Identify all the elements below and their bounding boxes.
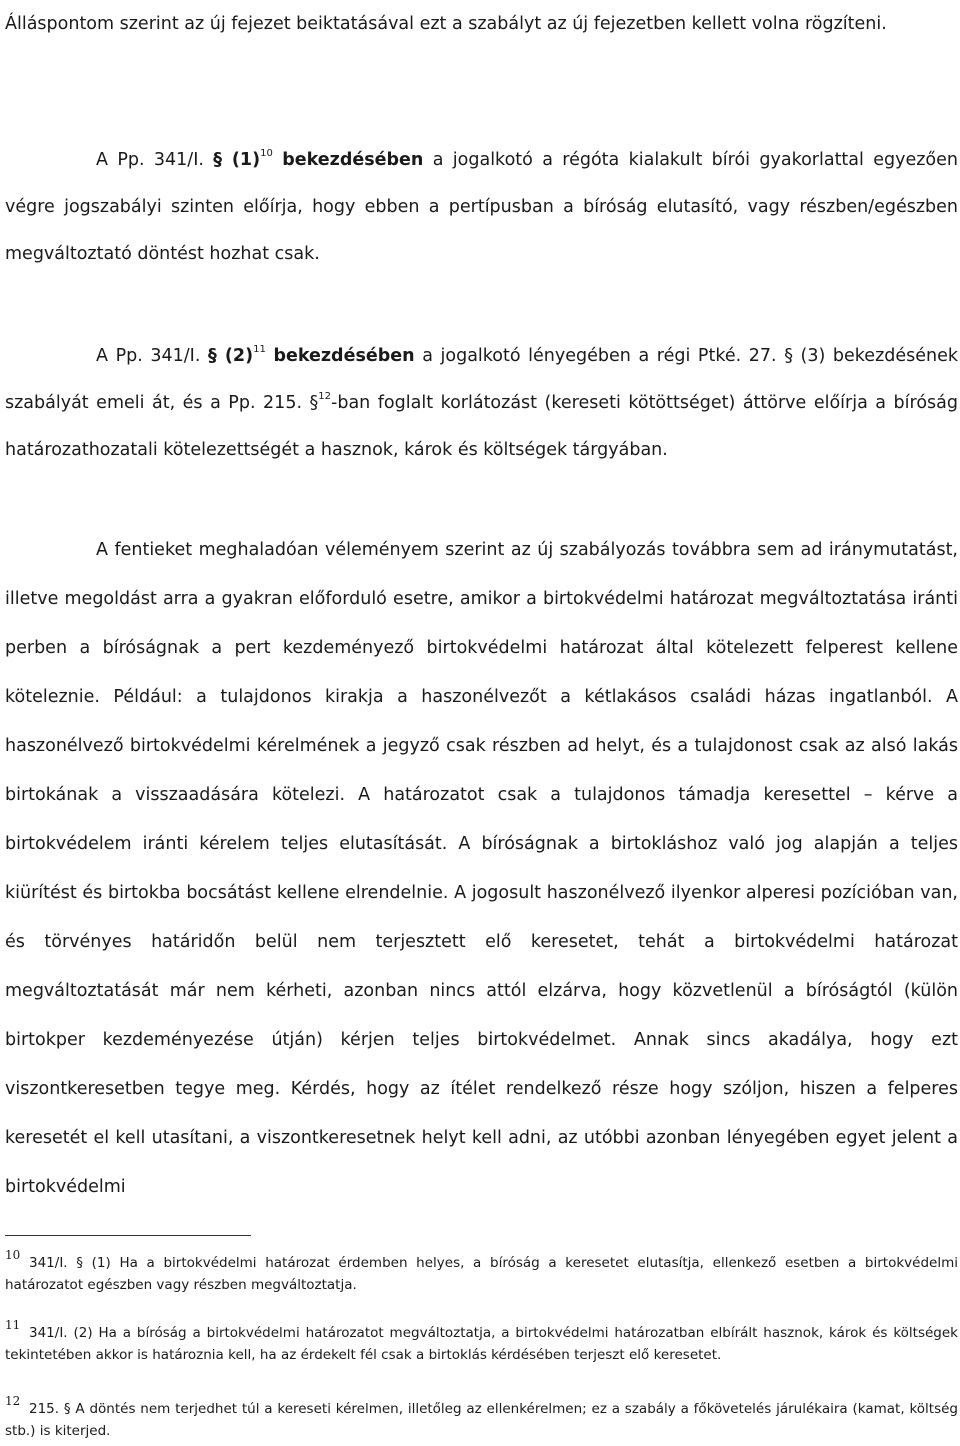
- footnote-text: 215. § A döntés nem terjedhet túl a kereseti kérelmen, illetőleg az ellenkérelmen; ez a szabály a főkövetelés járulékaira (kamat, költség stb.) is kiterjed.: [5, 1401, 958, 1439]
- footnote-ref-11[interactable]: 11: [253, 344, 266, 355]
- paragraph-text: Álláspontom szerint az új fejezet beiktatásával ezt a szabályt az új fejezetben kellett volna rögzíteni.: [5, 14, 887, 34]
- bold-term: bekezdésében: [273, 346, 415, 366]
- footnote-text: 341/I. (2) Ha a bíróság a birtokvédelmi határozatot megváltoztatja, a birtokvédelmi határozatban elbírált hasznok, károk és költségek tekintetében akkor is határoznia kell, ha az érdekelt fél csak a birtoklás kérdésében terjeszt elő keresetet.: [5, 1325, 958, 1363]
- paragraph-example: [5, 526, 958, 1212]
- paragraph-341-2: [5, 333, 958, 474]
- footnote-12: 12 215. § A döntés nem terjedhet túl a kereseti kérelmen, illetőleg az ellenkérelmen; ez a szabály a főkövetelés járulékaira (kamat, költség stb.) is kiterjed.: [5, 1394, 958, 1439]
- footnote-11: 11 341/I. (2) Ha a bíróság a birtokvédelmi határozatot megváltoztatja, a birtokvédelmi határozatban elbírált hasznok, károk és költségek tekintetében akkor is határoznia kell, ha az érdekelt fél csak a birtoklás kérdésében terjeszt elő keresetet.: [5, 1318, 958, 1363]
- section-ref: § (1): [213, 150, 261, 170]
- bold-term: bekezdésében: [282, 150, 424, 170]
- footnote-separator: [5, 1235, 251, 1236]
- paragraph-text: A fentieket meghaladóan véleményem szerint az új szabályozás továbbra sem ad iránymutatást, illetve megoldást arra a gyakran előforduló esetre, amikor a birtokvédelmi határozat megváltoztatása iránti perben a bíróságnak a pert kezdeményező birtokvédelmi határozat által kötelezett felperest kellene köteleznie. Például: a tulajdonos kirakja a haszonélvezőt a kétlakásos családi házas ingatlanból. A haszonélvező birtokvédelmi kérelmének a jegyző csak részben ad helyt, és a tulajdonost csak az alsó lakás birtokának a visszaadására kötelezi. A határozatot csak a tulajdonos támadja keresettel – kérve a birtokvédelem iránti kérelem teljes elutasítását. A bíróságnak a birtokláshoz való jog alapján a teljes kiürítést és birtokba bocsátást kellene elrendelnie. A jogosult haszonélvező ilyenkor alperesi pozícióban van, és törvényes határidőn belül nem terjesztett elő keresetet, tehát a birtokvédelmi határozat megváltoztatását már nem kérheti, azonban nincs attól elzárva, hogy közvetlenül a bíróságtól (külön birtokper kezdeményezése útján) kérjen teljes birtokvédelmet. Annak sincs akadálya, hogy ezt viszontkeresetben tegye meg. Kérdés, hogy az ítélet rendelkező része hogy szóljon, hiszen a felperes keresetét el kell utasítani, a viszontkeresetnek helyt kell adni, az utóbbi azonban lényegében egyet jelent a birtokvédelmi: [5, 540, 958, 1197]
- paragraph-text: -ban foglalt korlátozást (kereseti kötöttséget) áttörve előírja a bíróság határozathozatali kötelezettségét a hasznok, károk és költségek tárgyában.: [5, 393, 958, 460]
- footnote-10: 10 341/I. § (1) Ha a birtokvédelmi határozat érdemben helyes, a bíróság a keresetet elutasítja, ellenkező esetben a birtokvédelmi határozatot egészben vagy részben megváltoztatja.: [5, 1248, 958, 1293]
- paragraph-opinion: [5, 0, 958, 49]
- paragraph-lead: A Pp. 341/I.: [96, 346, 201, 366]
- paragraph-lead: A Pp. 341/I.: [96, 150, 204, 170]
- footnote-ref-10[interactable]: 10: [260, 148, 273, 159]
- paragraph-text: a jogalkotó a régóta kialakult bírói gyakorlattal egyezően végre jogszabályi szinten előírja, hogy ebben a pertípusban a bíróság elutasító, vagy részben/egészben megváltoztató döntést hozhat csak.: [5, 150, 958, 264]
- paragraph-text: a jogalkotó lényegében a régi Ptké. 27. § (3) bekezdésének szabályát emeli át, és a Pp. 215. §: [5, 346, 959, 413]
- footnote-ref-12[interactable]: 12: [318, 391, 332, 402]
- section-ref: § (2): [208, 346, 254, 366]
- paragraph-341-1: [5, 137, 958, 278]
- footnote-text: 341/I. § (1) Ha a birtokvédelmi határozat érdemben helyes, a bíróság a keresetet elutasítja, ellenkező esetben a birtokvédelmi határozatot egészben vagy részben megváltoztatja.: [5, 1255, 958, 1293]
